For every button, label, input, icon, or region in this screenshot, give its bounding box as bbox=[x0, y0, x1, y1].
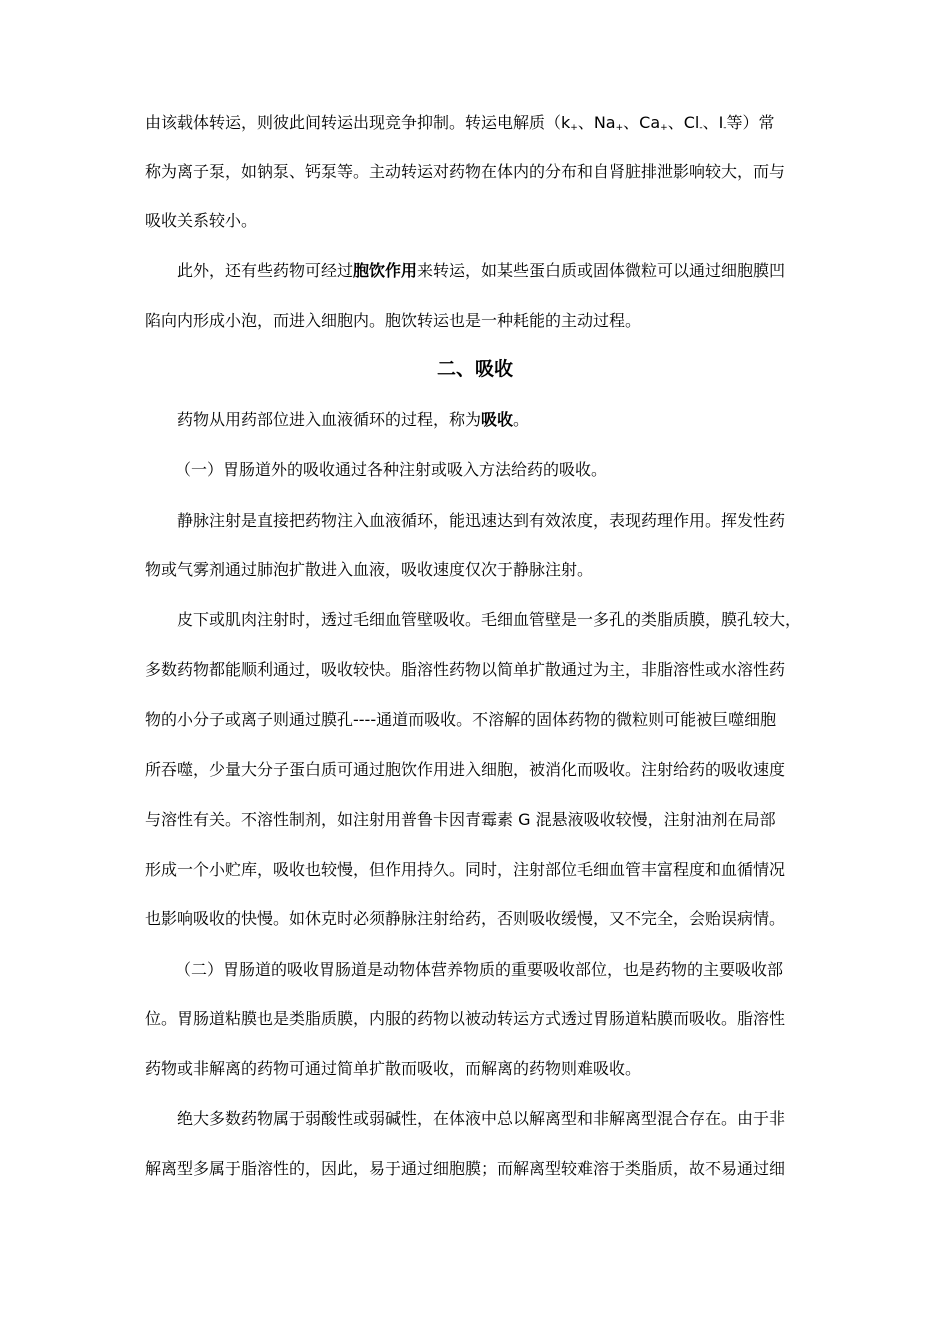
paragraph-line: 也影响吸收的快慢。如休克时必须静脉注射给药，否则吸收缓慢，又不完全，会贻误病情。 bbox=[145, 909, 786, 928]
paragraph-line: 位。胃肠道粘膜也是类脂质膜，内服的药物以被动转运方式透过胃肠道粘膜而吸收。脂溶性 bbox=[145, 1009, 786, 1028]
paragraph-line: 多数药物都能顺利通过，吸收较快。脂溶性药物以简单扩散通过为主，非脂溶性或水溶性药 bbox=[145, 660, 786, 679]
text-run: 。 bbox=[513, 410, 530, 429]
text-run: 此外，还有些药物可经过 bbox=[177, 261, 354, 280]
ion-charge: + bbox=[615, 123, 624, 133]
paragraph-line bbox=[177, 408, 825, 432]
text-run: 、Cl bbox=[667, 113, 700, 132]
text-run: 等）常 bbox=[726, 113, 775, 132]
paragraph-line: 所吞噬，少量大分子蛋白质可通过胞饮作用进入细胞，被消化而吸收。注射给药的吸收速度 bbox=[145, 760, 786, 779]
paragraph-line bbox=[145, 111, 825, 140]
paragraph-line: 绝大多数药物属于弱酸性或弱碱性，在体液中总以解离型和非解离型混合存在。由于非 bbox=[177, 1109, 786, 1128]
paragraph-line: （二）胃肠道的吸收胃肠道是动物体营养物质的重要吸收部位，也是药物的主要吸收部 bbox=[175, 960, 784, 979]
bold-term: 胞饮作用 bbox=[353, 261, 418, 280]
text-run: 由该载体转运，则彼此间转运出现竞争抑制。转运电解质（k bbox=[145, 113, 571, 132]
paragraph-line: 与溶性有关。不溶性制剂，如注射用普鲁卡因青霉素 G 混悬液吸收较慢，注射油剂在局部 bbox=[145, 810, 776, 829]
paragraph-line: 物的小分子或离子则通过膜孔----通道而吸收。不溶解的固体药物的微粒则可能被巨噬细胞 bbox=[145, 710, 777, 729]
text-run: 来转运，如某些蛋白质或固体微粒可以通过细胞膜凹 bbox=[417, 261, 786, 280]
ion-charge: - bbox=[699, 123, 703, 133]
bold-term: 吸收 bbox=[481, 410, 514, 429]
ion-charge: - bbox=[723, 123, 727, 133]
paragraph-line: 形成一个小贮库，吸收也较慢，但作用持久。同时，注射部位毛细血管丰富程度和血循情况 bbox=[145, 860, 786, 879]
text-run: 药物从用药部位进入血液循环的过程，称为 bbox=[177, 410, 482, 429]
paragraph-line: 物或气雾剂通过肺泡扩散进入血液，吸收速度仅次于静脉注射。 bbox=[145, 560, 594, 579]
paragraph-line: 吸收关系较小。 bbox=[145, 211, 258, 230]
paragraph-line: 陷向内形成小泡，而进入细胞内。胞饮转运也是一种耗能的主动过程。 bbox=[145, 311, 642, 330]
ion-charge: + bbox=[660, 123, 668, 133]
paragraph-line: 药物或非解离的药物可通过简单扩散而吸收，而解离的药物则难吸收。 bbox=[145, 1059, 642, 1078]
text-run: 、Na bbox=[577, 113, 616, 132]
paragraph-line: 皮下或肌肉注射时，透过毛细血管壁吸收。毛细血管壁是一多孔的类脂质膜，膜孔较大， bbox=[177, 610, 802, 629]
paragraph-line bbox=[177, 259, 825, 283]
text-run: 、I bbox=[702, 113, 724, 132]
ion-charge: + bbox=[570, 123, 578, 133]
section-heading: 二、吸收 bbox=[436, 358, 513, 380]
paragraph-line: 静脉注射是直接把药物注入血液循环，能迅速达到有效浓度，表现药理作用。挥发性药 bbox=[177, 511, 786, 530]
paragraph-line: （一）胃肠道外的吸收通过各种注射或吸入方法给药的吸收。 bbox=[175, 460, 608, 479]
paragraph-line: 称为离子泵，如钠泵、钙泵等。主动转运对药物在体内的分布和自肾脏排泄影响较大，而与 bbox=[145, 162, 786, 181]
text-run: 、Ca bbox=[623, 113, 661, 132]
paragraph-line: 解离型多属于脂溶性的，因此，易于通过细胞膜；而解离型较难溶于类脂质，故不易通过细 bbox=[145, 1159, 786, 1178]
